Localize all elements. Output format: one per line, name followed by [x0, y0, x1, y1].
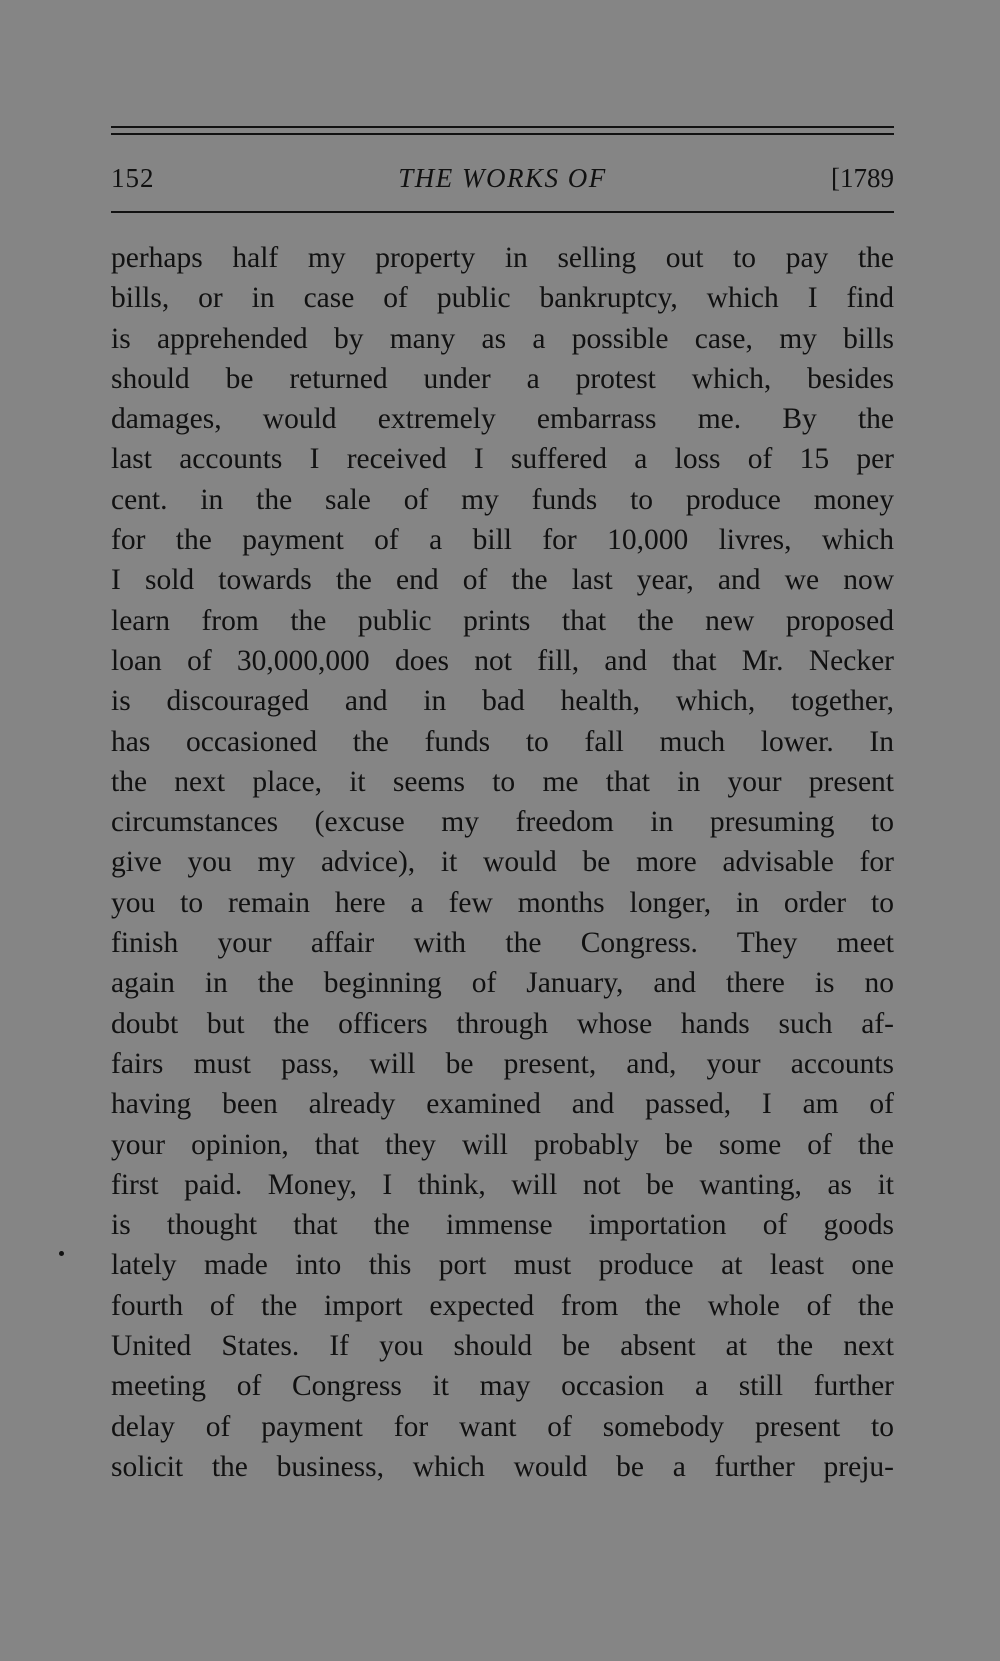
header-double-rule — [111, 126, 894, 135]
text-line: your opinion, that they will probably be some of the — [111, 1128, 894, 1161]
text-line: is discouraged and in bad health, which, together, — [111, 685, 894, 718]
text-line: has occasioned the funds to fall much lower. In — [111, 725, 894, 758]
text-line: bills, or in case of public bankruptcy, which I find — [111, 282, 894, 315]
text-line: I sold towards the end of the last year, and we now — [111, 564, 894, 597]
text-line: lately made into this port must produce at least one — [111, 1249, 894, 1282]
text-line: last accounts I received I suffered a loss of 15 per — [111, 443, 894, 476]
text-line: learn from the public prints that the new proposed — [111, 604, 894, 637]
running-year: [1789 — [831, 163, 894, 193]
text-line: give you my advice), it would be more advisable for — [111, 846, 894, 879]
text-line: is thought that the immense importation of goods — [111, 1209, 894, 1242]
text-line: meeting of Congress it may occasion a still further — [111, 1370, 894, 1403]
text-line: United States. If you should be absent at the next — [111, 1330, 894, 1363]
page-number: 152 — [111, 163, 155, 193]
header-rule — [111, 211, 894, 213]
text-line: solicit the business, which would be a further preju- — [111, 1450, 894, 1483]
text-line: loan of 30,000,000 does not fill, and that Mr. Necker — [111, 644, 894, 677]
text-line: having been already examined and passed, I am of — [111, 1088, 894, 1121]
text-line: finish your affair with the Congress. They meet — [111, 927, 894, 960]
text-line: for the payment of a bill for 10,000 livres, which — [111, 524, 894, 557]
text-line: fairs must pass, will be present, and, your accounts — [111, 1047, 894, 1080]
text-line: perhaps half my property in selling out to pay the — [111, 242, 894, 274]
text-line: the next place, it seems to me that in your present — [111, 765, 894, 798]
text-line: circumstances (excuse my freedom in presuming to — [111, 806, 894, 839]
running-head — [111, 158, 894, 198]
text-line: first paid. Money, I think, will not be wanting, as it — [111, 1168, 894, 1201]
text-line: should be returned under a protest which, besides — [111, 362, 894, 395]
text-line: is apprehended by many as a possible case, my bills — [111, 322, 894, 355]
body-text — [111, 238, 894, 1487]
text-line: you to remain here a few months longer, in order to — [111, 886, 894, 919]
margin-speck — [59, 1251, 64, 1256]
book-page — [111, 0, 894, 1661]
text-line: again in the beginning of January, and there is no — [111, 967, 894, 1000]
text-line: cent. in the sale of my funds to produce money — [111, 483, 894, 516]
running-title: THE WORKS OF — [398, 163, 607, 193]
text-line: delay of payment for want of somebody present to — [111, 1410, 894, 1443]
text-line: fourth of the import expected from the whole of the — [111, 1289, 894, 1322]
text-line: doubt but the officers through whose hands such af- — [111, 1007, 894, 1040]
text-line: damages, would extremely embarrass me. By the — [111, 403, 894, 436]
